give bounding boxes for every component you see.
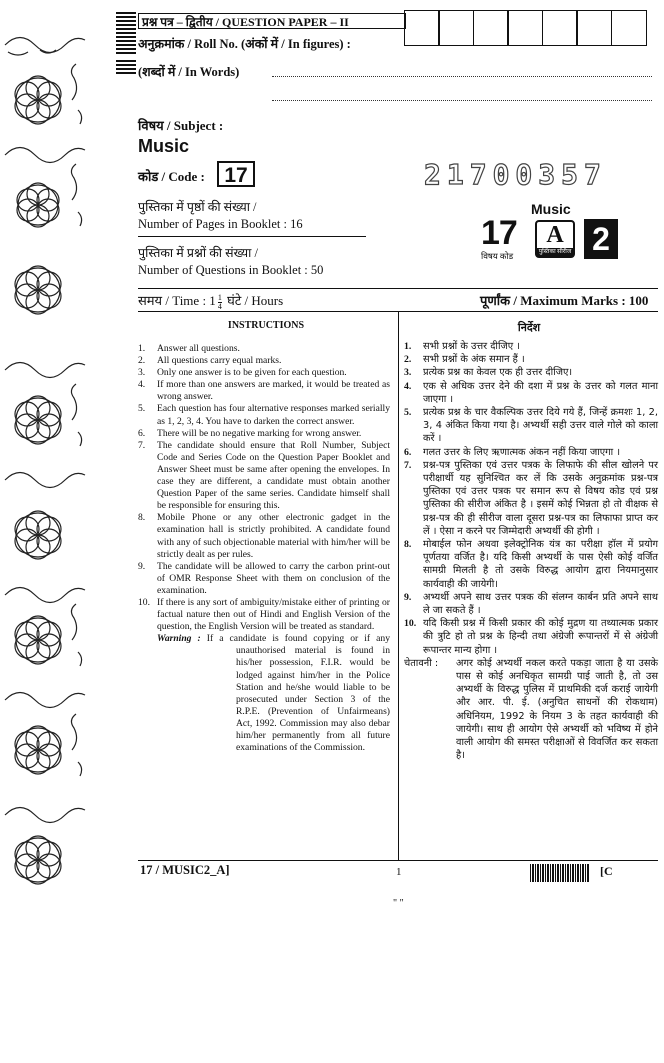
- badge-code-caption: विषय कोड: [481, 251, 514, 261]
- instruction-hindi-item-text: एक से अधिक उत्तर देने की दशा में प्रश्न के उत्तर को गलत माना जाएगा ।: [423, 380, 658, 405]
- instruction-hindi-item-text: सभी प्रश्नों के अंक समान हैं ।: [423, 354, 525, 366]
- instruction-item-number: 1.: [138, 343, 146, 354]
- instruction-item-number: 7.: [138, 439, 146, 451]
- roll-number-label: अनुक्रमांक / Roll No. (अंकों में / In figures) :: [138, 37, 351, 51]
- instruction-item-number: 4.: [138, 379, 146, 391]
- instruction-item-number: 8.: [138, 512, 146, 524]
- instruction-item-number: 3.: [138, 367, 146, 379]
- instruction-item-text: The candidate will be allowed to carry the carbon print-out of OMR Response Sheet with them on conclusion of the examination.: [157, 560, 390, 596]
- header-barcode-mark: [116, 12, 136, 56]
- roll-digit-box[interactable]: [576, 10, 612, 46]
- roll-digit-box[interactable]: [507, 10, 543, 46]
- pages-label-english: Number of Pages in Booklet : 16: [138, 217, 303, 231]
- warning-hindi: [404, 657, 658, 763]
- instructions-hindi: [404, 340, 658, 763]
- time-suffix: घंटे / Hours: [227, 293, 284, 308]
- instruction-hindi-item-text: प्रश्न-पत्र पुस्तिका एवं उत्तर पत्रक के लिफाफे की सील खोलने पर परीक्षार्थी यह सुनिश्चित कर लें कि उसके अनुक्रमांक प्रश्न-पत्र पुस्तिका एवं उत्तर पत्रक पर समान रूप से विषय कोड एवं प्रश्न पुस्तिका की सीरीज अंकित है । इसमें कोई भिन्नता हो तो वीक्षक से प्रश्न-पत्र की ही सीरीज वाला दूसरा प्रश्न-पत्र का लिफाफा प्राप्त कर लें । ऐसा न करने पर जिम्मेदारी अभ्यर्थी की होगी ।: [423, 459, 658, 537]
- instruction-hindi-item-text: यदि किसी प्रश्न में किसी प्रकार की कोई मुद्रण या तथ्यात्मक प्रकार की त्रुटि हो तो प्रश्न के हिन्दी तथा अंग्रेजी रूपान्तरों में से अंग्रेजी रूपान्तर मान्य होगा ।: [423, 618, 658, 656]
- instruction-hindi-item: [404, 459, 658, 538]
- roll-words-line[interactable]: [272, 76, 652, 77]
- instruction-hindi-item-text: सभी प्रश्नों के उत्तर दीजिए ।: [423, 341, 521, 352]
- roll-digit-box[interactable]: [404, 10, 440, 46]
- badge-subject-code: 17: [481, 214, 517, 252]
- roll-words-line-2[interactable]: [272, 100, 652, 101]
- instruction-item: [138, 597, 390, 633]
- instructions-heading: INSTRUCTIONS: [227, 320, 305, 331]
- divider: [138, 236, 366, 237]
- series-letter: A: [546, 222, 564, 248]
- subject-label: विषय / Subject :: [138, 118, 224, 133]
- fraction-numerator: 1: [217, 292, 222, 302]
- time-fraction: [218, 294, 222, 311]
- instruction-hindi-item-text: मोबाईल फोन अथवा इलेक्ट्रोनिक यंत्र का परीक्षा हॉल में प्रयोग पूर्णतया वर्जित है। यदि किसी अभ्यर्थी के पास ऐसी कोई वर्जित सामग्री मिलती है तो उसके विरुद्ध आयोग द्वारा नियमानुसार कार्यवाही की जायेगी।: [423, 539, 658, 590]
- subject-value: Music: [138, 136, 190, 156]
- divider: [138, 288, 658, 289]
- warning-text-hindi: अगर कोई अभ्यर्थी नकल करते पकड़ा जाता है या उसके पास से कोई अनधिकृत सामग्री पाई जाती है, तो उस अभ्यर्थी के विरुद्ध पुलिस में प्राथमिकी दर्ज कराई जायेगी और आर. पी. ई. (अनुचित साधनों की रोकथाम) अधिनियम, 1992 के नियम 3 के तहत कार्यवाही की जायेगी। साथ ही आयोग ऐसे अभ्यर्थी को भविष्य में होने वाली आयोग की समस्त परीक्षाओं से विवर्जित कर सकता है।: [456, 657, 658, 762]
- roll-number-boxes[interactable]: [405, 10, 647, 46]
- code-label: कोड / Code :: [138, 169, 205, 184]
- instruction-hindi-item-number: 2.: [404, 354, 412, 366]
- warning-english: [138, 633, 390, 754]
- time-prefix: समय / Time : 1: [138, 293, 216, 308]
- instruction-hindi-item-number: 6.: [404, 446, 412, 458]
- footer-barcode: [530, 864, 590, 882]
- footer-marks: " ": [393, 898, 404, 909]
- instruction-hindi-item: [404, 353, 658, 366]
- instruction-item-text: Each question has four alternative responses marked serially as 1, 2, 3, 4. You have to darken the correct answer.: [157, 403, 390, 427]
- instruction-hindi-item-number: 8.: [404, 539, 412, 551]
- questions-label-english: Number of Questions in Booklet : 50: [138, 263, 324, 277]
- instruction-item-text: If there is any sort of ambiguity/mistake either of printing or factual nature then out of Hindi and English Version of the question, the English Version will be treated as standard.: [157, 596, 390, 633]
- instruction-hindi-item-number: 1.: [404, 341, 412, 352]
- instruction-hindi-item-number: 5.: [404, 407, 412, 419]
- instruction-item-number: 5.: [138, 403, 146, 415]
- instructions-heading-hindi: निर्देश: [517, 322, 541, 334]
- time-label: [138, 291, 283, 311]
- instruction-hindi-item-text: प्रत्येक प्रश्न के चार वैकल्पिक उत्तर दिये गये हैं, जिन्हें क्रमशः 1, 2, 3, 4 अंकित किया गया है। अभ्यर्थी सही उत्तर वाले गोले को काला करें ।: [423, 407, 658, 445]
- roll-digit-box[interactable]: [473, 10, 509, 46]
- badge-series: [535, 220, 575, 258]
- maximum-marks: पूर्णांक / Maximum Marks : 100: [480, 293, 649, 308]
- instruction-hindi-item-text: प्रत्येक प्रश्न का केवल एक ही उत्तर दीजिए।: [423, 367, 573, 379]
- instruction-item-number: 10.: [138, 596, 150, 608]
- instruction-item-text: If more than one answers are marked, it would be treated as wrong answer.: [157, 379, 390, 403]
- instruction-hindi-item-text: गलत उत्तर के लिए ऋणात्मक अंकन नहीं किया जाएगा ।: [423, 446, 621, 458]
- instruction-item-number: 6.: [138, 427, 146, 439]
- instruction-item: [138, 440, 390, 513]
- vine-ornament: [5, 38, 85, 56]
- instruction-hindi-item: [404, 340, 658, 353]
- instruction-hindi-item: [404, 380, 658, 406]
- instruction-item: [138, 367, 390, 379]
- instruction-item: [138, 343, 390, 355]
- footer-paper-code: 17 / MUSIC2_A]: [140, 863, 230, 877]
- rosette-ornament: [15, 76, 61, 124]
- decorative-floral-border: [0, 0, 108, 900]
- warning-text: If a candidate is found copying or if any unauthorised material is found in his/her possession, F.I.R. would be lodged against him/her in the Police Station and he/she would liable to be prosecuted under Section 3 of the R.P.E. (Prevention of Unfairmeans) Act, 1992. Commission may also debar him/her permanently from all future examinations of the Commission.: [206, 633, 391, 754]
- instruction-hindi-item: [404, 538, 658, 591]
- instruction-hindi-item-number: 3.: [404, 367, 412, 379]
- words-barcode-mark: [116, 60, 136, 76]
- instruction-item-text: Mobile Phone or any other electronic gadget in the examination hall is strictly prohibited. A candidate found with any of such objectionable material with him/her will be strictly dealt as per rules.: [157, 512, 390, 560]
- instruction-hindi-item-text: अभ्यर्थी अपने साथ उत्तर पत्रक की संलग्न कार्बन प्रति अपने साथ ले जा सकते हैं ।: [423, 591, 658, 617]
- instruction-item-text: The candidate should ensure that Roll Number, Subject Code and Series Code on the Question Paper Booklet and Answer Sheet must be same after opening the envelopes. In case they are different, a candidate must obtain another Question Paper of the same series. Candidate himself shall be responsible for ensuring this.: [157, 439, 390, 512]
- instruction-item: [138, 403, 390, 427]
- instruction-hindi-item-number: 4.: [404, 380, 412, 392]
- serial-number: 21700357: [424, 158, 607, 191]
- instruction-item: [138, 561, 390, 597]
- instruction-item-text: All questions carry equal marks.: [157, 355, 282, 367]
- roll-digit-box[interactable]: [611, 10, 647, 46]
- badge-paper-number: 2: [584, 219, 618, 259]
- instruction-hindi-item-number: 10.: [404, 618, 417, 630]
- instruction-hindi-item: [404, 617, 658, 657]
- page-number: 1: [396, 866, 402, 878]
- instruction-hindi-item-number: 9.: [404, 591, 412, 603]
- series-caption: पुस्तिका सीरीज: [538, 249, 572, 255]
- instruction-item: [138, 512, 390, 560]
- paper-title: प्रश्न पत्र – द्वितीय / QUESTION PAPER – II: [138, 13, 406, 29]
- instruction-hindi-item: [404, 406, 658, 446]
- instruction-item-text: Only one answer is to be given for each question.: [157, 367, 347, 379]
- column-divider: [398, 312, 399, 860]
- warning-label-hindi: चेतावनी :: [404, 657, 439, 669]
- roll-digit-box[interactable]: [542, 10, 578, 46]
- fraction-denominator: 4: [217, 301, 222, 311]
- instruction-hindi-item: [404, 366, 658, 379]
- pages-label-hindi: पुस्तिका में पृष्ठों की संख्या /: [138, 200, 257, 214]
- instruction-hindi-item-number: 7.: [404, 459, 412, 471]
- roll-digit-box[interactable]: [438, 10, 474, 46]
- instruction-hindi-item: [404, 446, 658, 459]
- questions-label-hindi: पुस्तिका में प्रश्नों की संख्या /: [138, 246, 259, 260]
- divider: [138, 860, 658, 861]
- instruction-item-text: There will be no negative marking for wrong answer.: [157, 427, 362, 439]
- footer-tag: [C: [600, 864, 613, 878]
- instruction-item-number: 9.: [138, 560, 146, 572]
- warning-label: Warning :: [157, 633, 201, 645]
- instruction-item: [138, 355, 390, 367]
- instructions-english: [138, 343, 390, 754]
- instruction-hindi-item: [404, 591, 658, 617]
- instruction-item: [138, 428, 390, 440]
- instruction-item: [138, 379, 390, 403]
- instruction-item-number: 2.: [138, 355, 146, 367]
- roll-words-label: (शब्दों में / In Words): [138, 65, 240, 79]
- instruction-item-text: Answer all questions.: [157, 343, 240, 354]
- badge-subject-name: Music: [531, 201, 571, 217]
- code-value: 17: [217, 161, 255, 187]
